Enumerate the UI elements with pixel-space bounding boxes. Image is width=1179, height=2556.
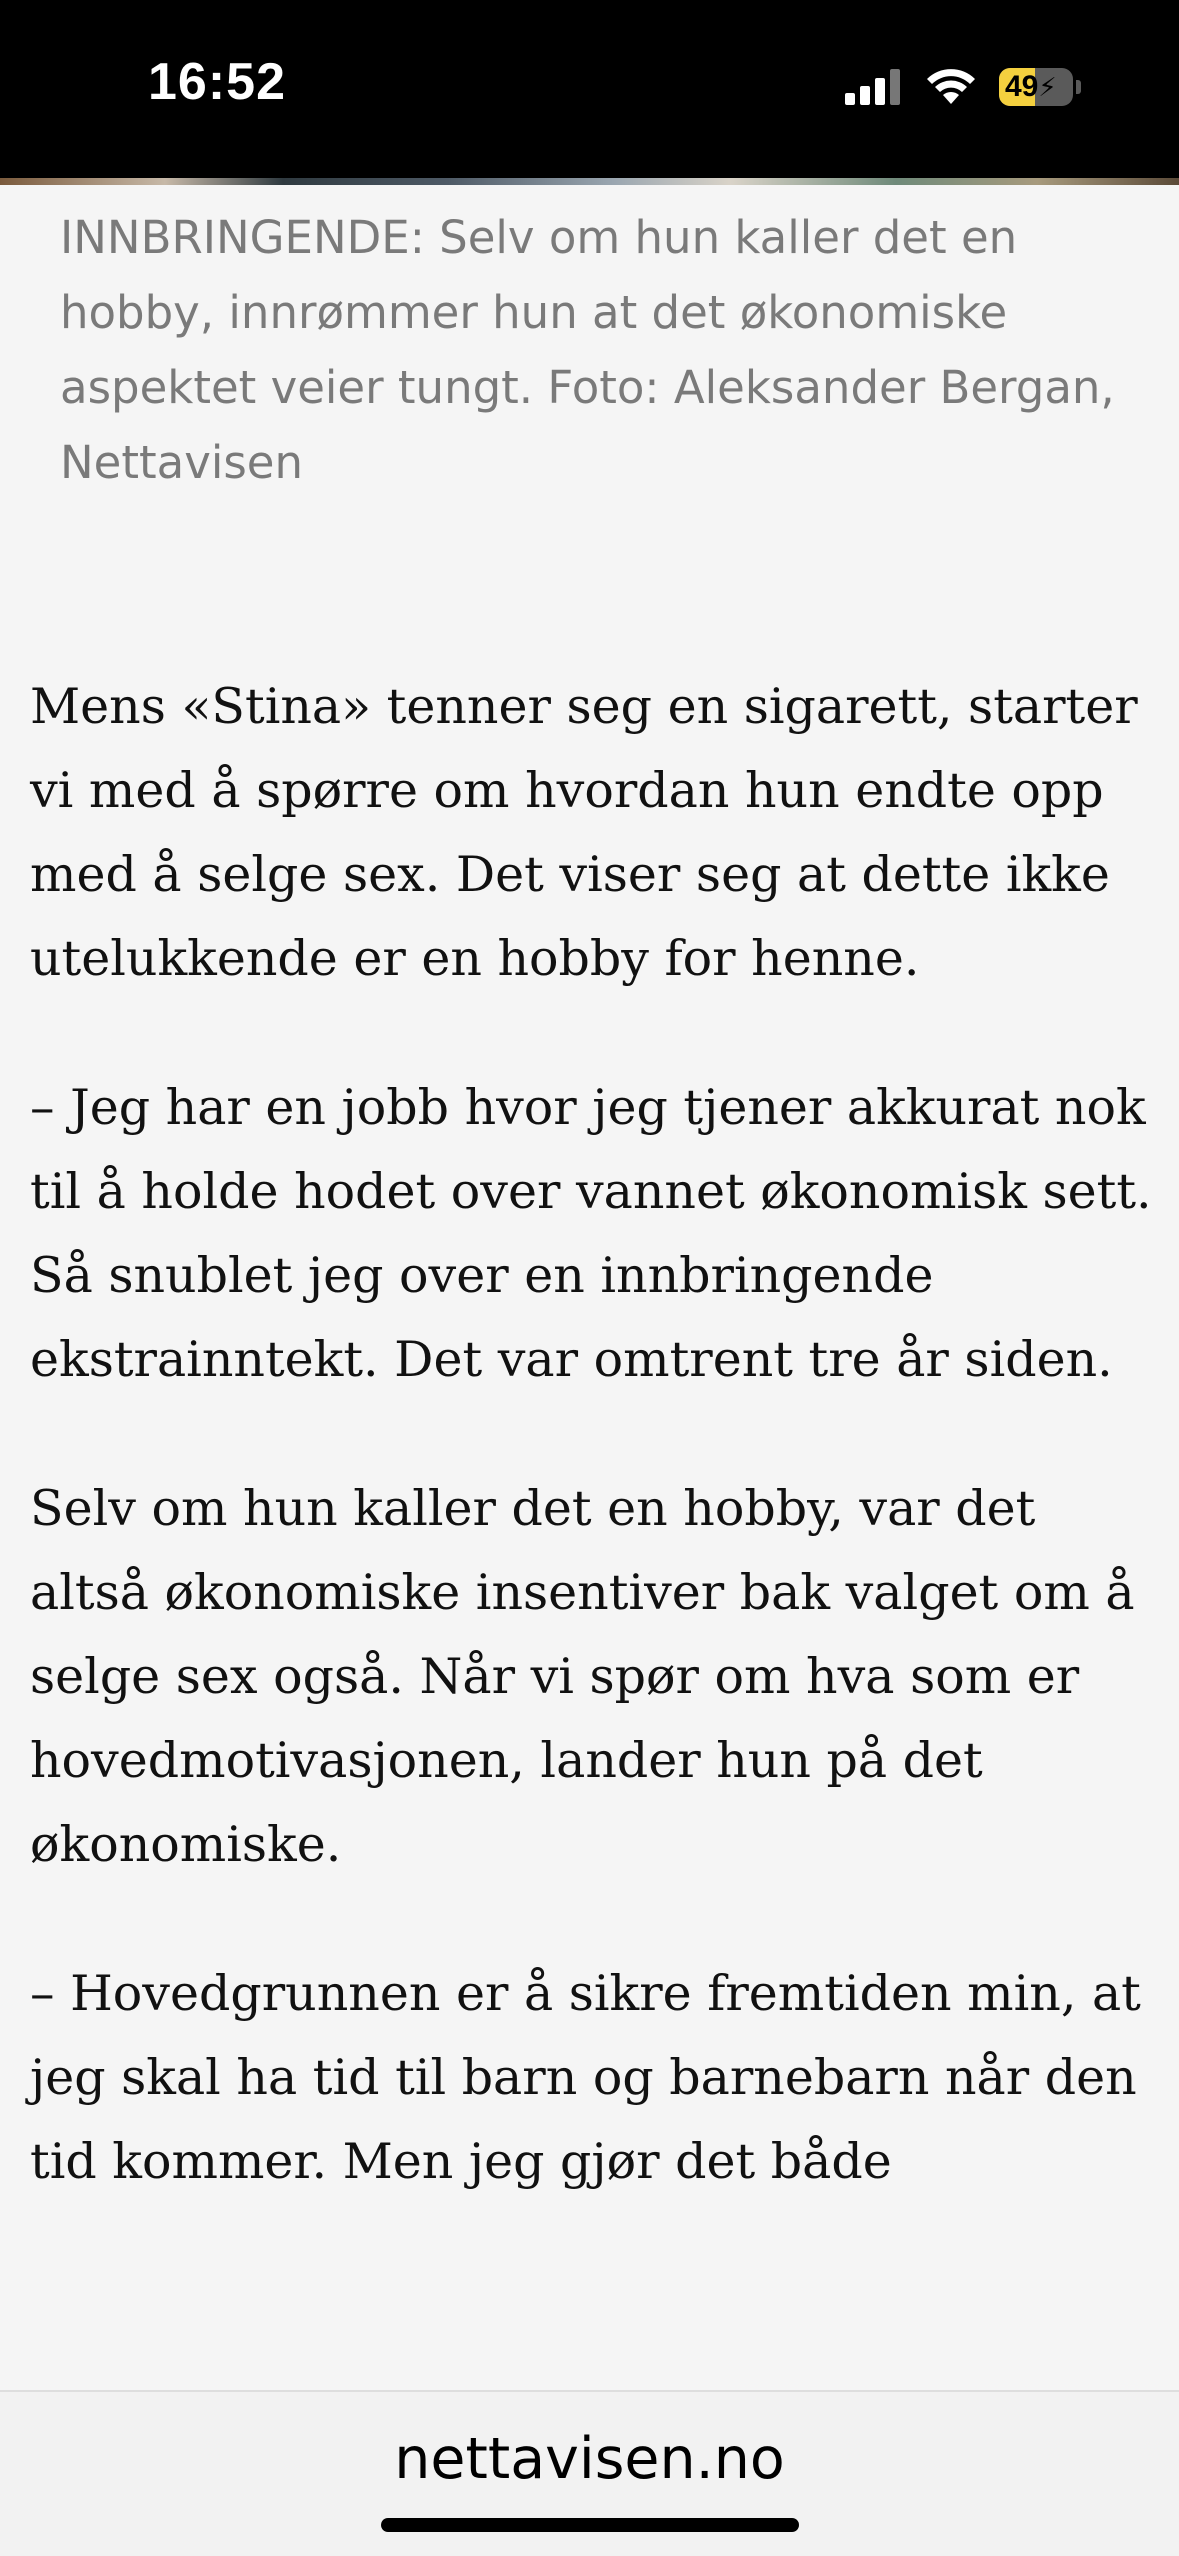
status-time: 16:52: [148, 53, 286, 111]
wifi-icon: [925, 68, 977, 106]
status-bar: [0, 0, 1179, 178]
charging-bolt-icon: ⚡: [1038, 72, 1057, 102]
battery-level: 49⚡: [1005, 70, 1057, 103]
status-icons: [845, 62, 1081, 112]
cellular-signal-icon: [845, 69, 903, 105]
battery-icon: [999, 68, 1081, 106]
article-paragraph: – Hovedgrunnen er å sikre fremtiden min, at jeg skal ha tid til barn og barnebarn når den tid kommer. Men jeg gjør det både: [30, 1965, 1141, 2190]
article-photo-bottom-edge: [0, 178, 1179, 185]
photo-caption: INNBRINGENDE: Selv om hun kaller det en hobby, innrømmer hun at det økonomiske aspektet veier tungt. Foto: Aleksander Bergan, Nettavisen: [60, 211, 1115, 489]
article-paragraph: Mens «Stina» tenner seg en sigarett, starter vi med å spørre om hvordan hun endte opp med å selge sex. Det viser seg at dette ikke utelukkende er en hobby for henne.: [30, 678, 1138, 987]
home-indicator[interactable]: [381, 2518, 799, 2532]
article-paragraph: Selv om hun kaller det en hobby, var det altså økonomiske insentiver bak valget om å selge sex også. Når vi spør om hva som er hovedmotivasjonen, lander hun på det økonomiske.: [30, 1480, 1135, 1873]
battery-cap: [1076, 80, 1081, 94]
article-body: [30, 665, 1160, 2269]
article-paragraph: – Jeg har en jobb hvor jeg tjener akkurat nok til å holde hodet over vannet økonomisk sett. Så snublet jeg over en innbringende ekstrainntekt. Det var omtrent tre år siden.: [30, 1079, 1152, 1388]
battery-body: [999, 68, 1073, 106]
address-domain[interactable]: nettavisen.no: [394, 2426, 785, 2492]
